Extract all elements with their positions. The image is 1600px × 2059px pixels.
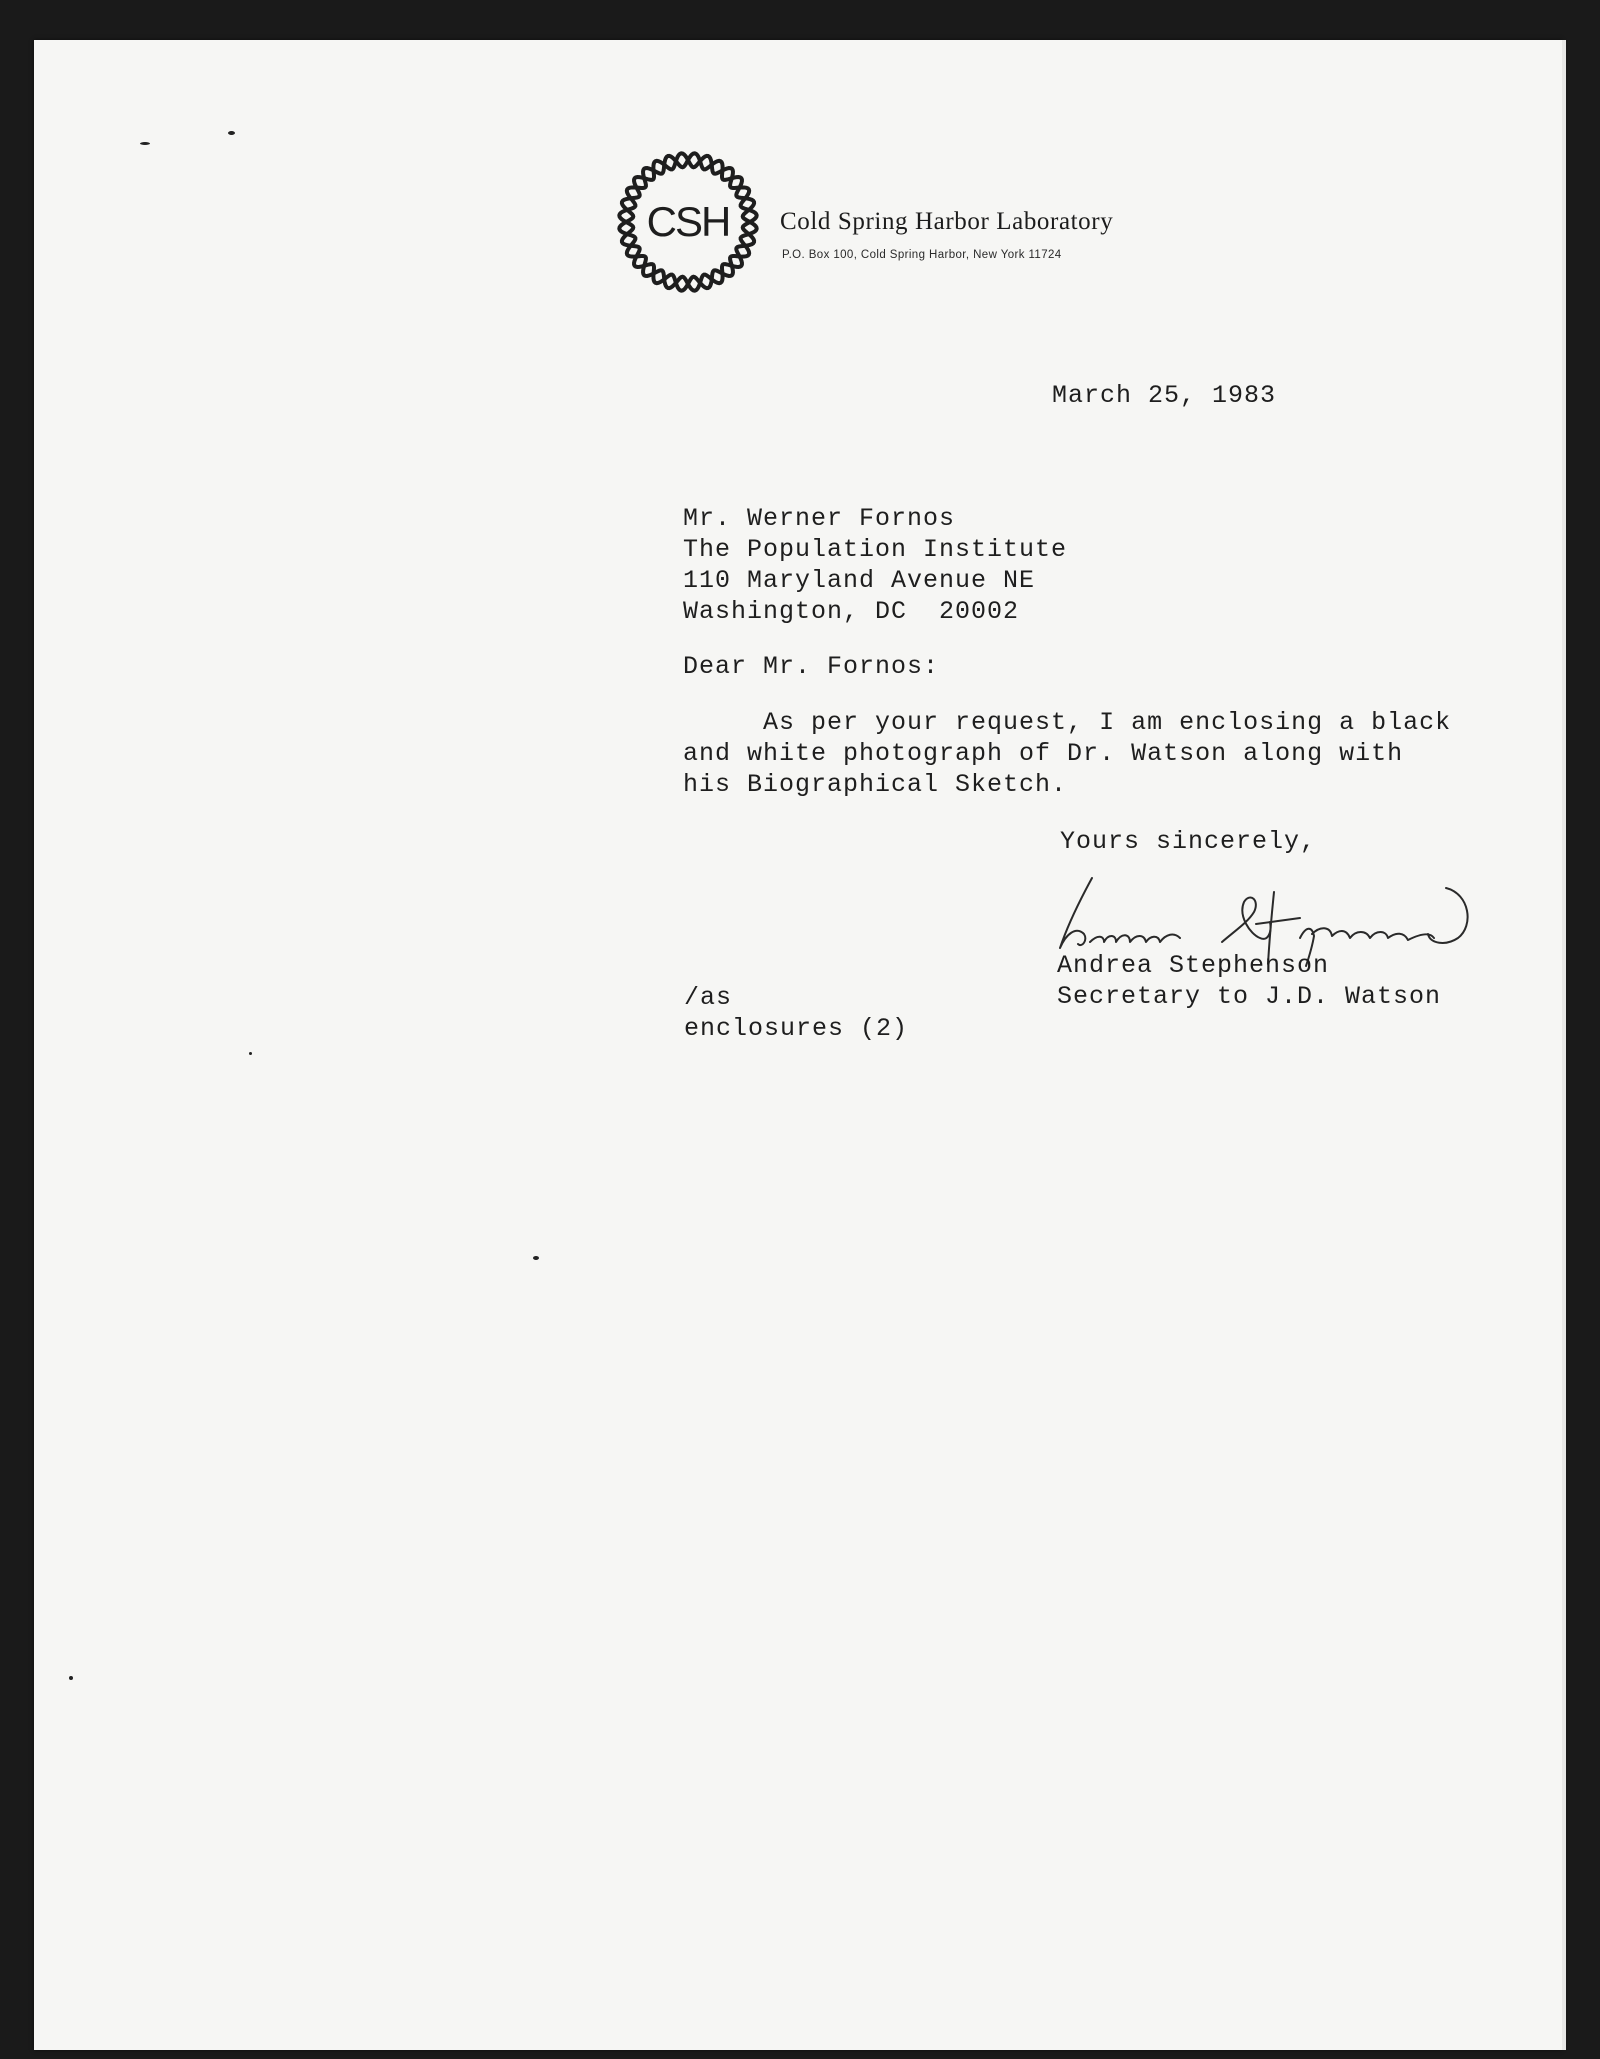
page-edge bbox=[1562, 40, 1566, 2050]
signature-block bbox=[1057, 950, 1441, 1012]
lab-name: Cold Spring Harbor Laboratory bbox=[780, 208, 1114, 235]
scan-speck bbox=[249, 1052, 252, 1055]
scan-speck bbox=[228, 131, 235, 135]
scan-speck bbox=[69, 1676, 73, 1680]
body-line: his Biographical Sketch. bbox=[683, 770, 1068, 799]
letter-page bbox=[34, 40, 1562, 2050]
scan-speck bbox=[140, 142, 150, 145]
typist-initials: /as bbox=[684, 983, 733, 1012]
letter-body bbox=[683, 707, 1451, 800]
recipient-line: The Population Institute bbox=[683, 535, 1068, 564]
recipient-line: Washington, DC 20002 bbox=[683, 597, 1020, 626]
recipient-line: Mr. Werner Fornos bbox=[683, 504, 956, 533]
salutation: Dear Mr. Fornos: bbox=[683, 652, 940, 681]
letter-date: March 25, 1983 bbox=[1052, 381, 1277, 410]
signer-name: Andrea Stephenson bbox=[1057, 951, 1330, 980]
letter-notations bbox=[684, 982, 908, 1044]
recipient-address bbox=[683, 503, 1067, 627]
lab-address: P.O. Box 100, Cold Spring Harbor, New York 11724 bbox=[782, 249, 1062, 261]
closing: Yours sincerely, bbox=[1060, 827, 1317, 856]
body-line: and white photograph of Dr. Watson along with bbox=[683, 739, 1404, 768]
logo-text: CSH bbox=[646, 198, 730, 245]
body-line: As per your request, I am enclosing a black bbox=[683, 708, 1452, 737]
recipient-line: 110 Maryland Avenue NE bbox=[683, 566, 1036, 595]
csh-logo bbox=[614, 148, 762, 296]
enclosures-note: enclosures (2) bbox=[684, 1014, 909, 1043]
scan-speck bbox=[533, 1256, 539, 1260]
signer-title: Secretary to J.D. Watson bbox=[1057, 982, 1442, 1011]
